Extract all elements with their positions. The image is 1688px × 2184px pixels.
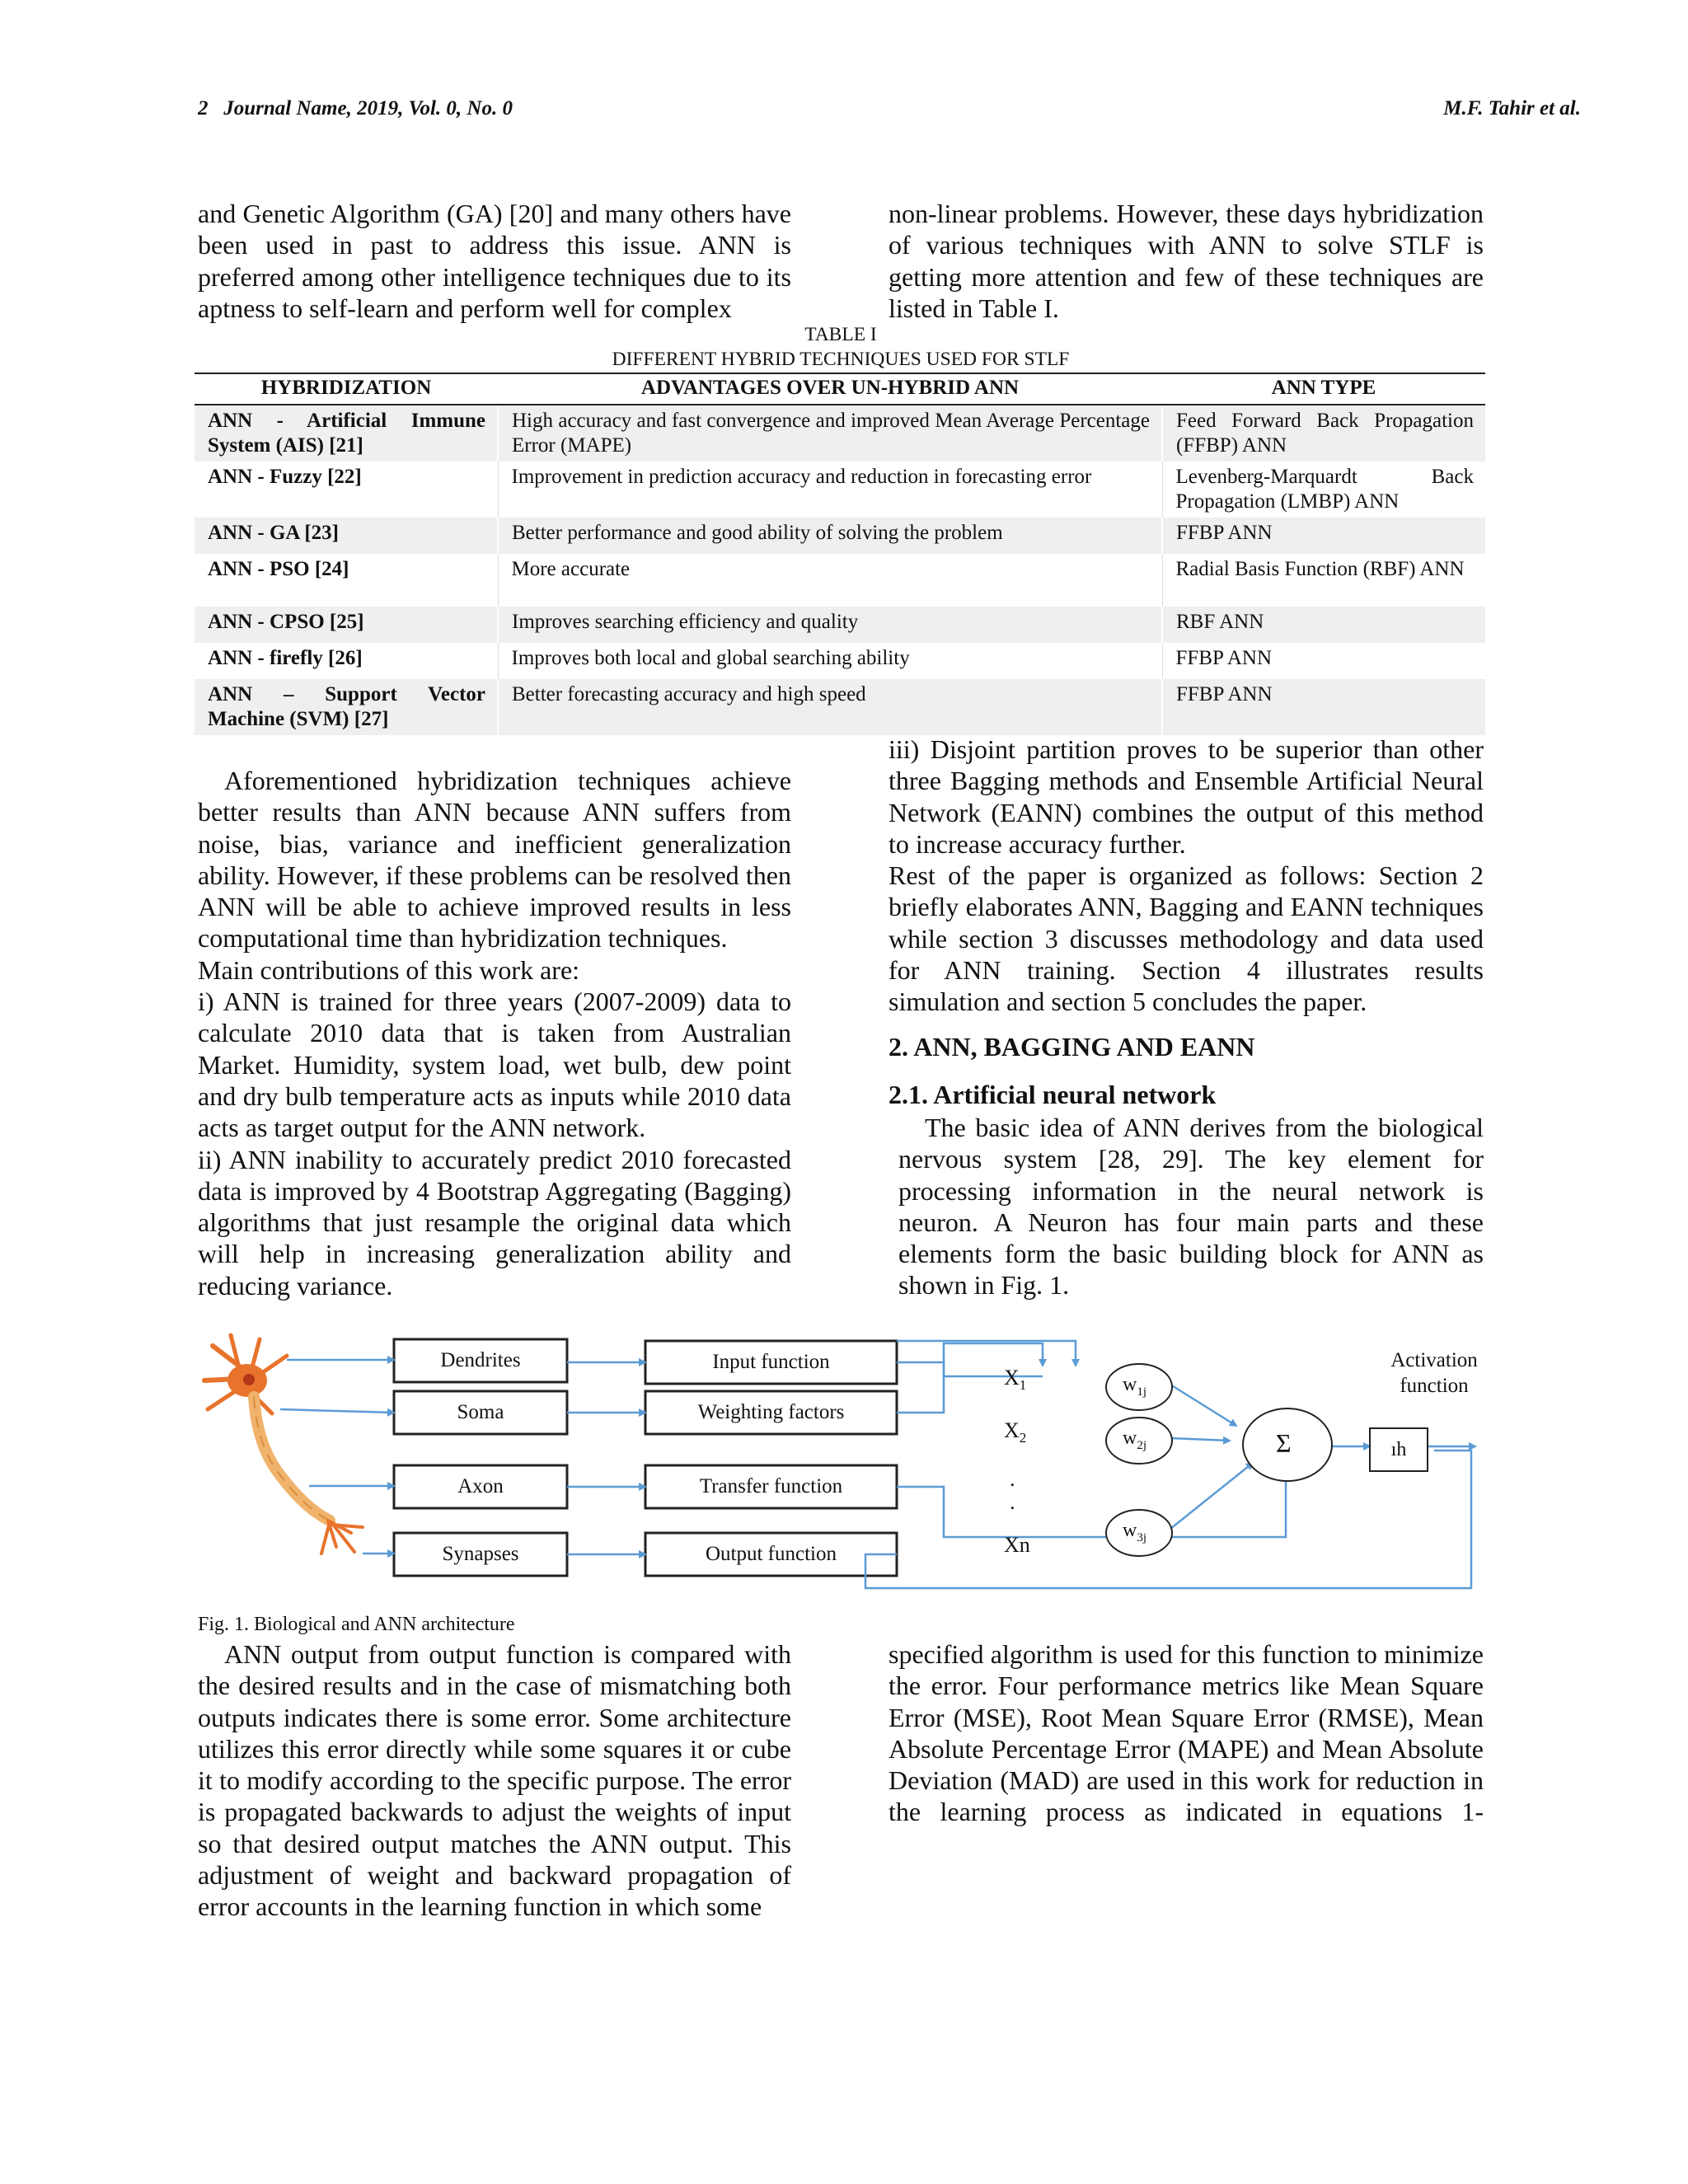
table-row: [195, 462, 1485, 518]
cell-ann-type: Levenberg-Marquardt Back Propagation (LMBP) ANN: [1162, 462, 1485, 518]
paragraph-contribution-3: iii) Disjoint partition proves to be superior than other three Bagging methods and Ensemble Artificial Neural Network (EANN) combines the output of this method to increase accuracy further.: [889, 734, 1484, 859]
label-weighting-factors: Weighting factors: [697, 1401, 845, 1423]
paragraph-performance-metrics: specified algorithm is used for this function to minimize the error. Four performance metrics like Mean Square Error (MSE), Root Mean Square Error (RMSE), Mean Absolute Percentage Error (MAPE) and Mean Absolute Deviation (MAD) are used in this work for reduction in the learning process as indicated in equations 1-: [889, 1639, 1484, 1827]
table-label: TABLE I: [804, 324, 877, 345]
cell-advantages: High accuracy and fast convergence and improved Mean Average Percentage Error (MAPE): [498, 405, 1162, 462]
section-heading: 2. ANN, BAGGING AND EANN: [889, 1032, 1255, 1062]
cell-hybridization: ANN - GA [23]: [195, 518, 498, 554]
cell-hybridization: ANN - CPSO [25]: [195, 607, 498, 643]
paragraph-organization: Rest of the paper is organized as follows: Section 2 briefly elaborates ANN, Bagging and EANN techniques while section 3 discusses methodology and data used for ANN training. Section 4 illustrates results simulation and section 5 concludes the paper.: [889, 860, 1484, 1017]
running-header-authors: M.F. Tahir et al.: [1443, 97, 1581, 120]
table-row: [195, 679, 1485, 735]
bottom-right-paragraph: [889, 1638, 1484, 1828]
cell-ann-type: FFBP ANN: [1162, 679, 1485, 735]
label-input-function: Input function: [712, 1351, 830, 1373]
weight-w1j-symbol: w: [1123, 1374, 1137, 1395]
table-row: [195, 643, 1485, 679]
cell-ann-type: RBF ANN: [1162, 607, 1485, 643]
weight-w1j-sub: 1j: [1137, 1385, 1147, 1399]
paragraph-ann-basics: The basic idea of ANN derives from the biological nervous system [28, 29]. The key element for processing information in the neural network is neuron. A Neuron has four main parts and these elements form the basic building block for ANN as shown in Fig. 1.: [898, 1113, 1484, 1301]
label-soma: Soma: [457, 1401, 504, 1423]
sigma-icon: Σ: [1276, 1428, 1292, 1458]
left-column-body: [198, 765, 791, 1301]
page-number: 2: [198, 97, 209, 120]
input-xn: Xn: [1004, 1533, 1030, 1557]
ellipsis-dot-2: .: [1010, 1490, 1015, 1514]
input-x2-sub: 2: [1019, 1430, 1027, 1446]
running-header-left: [198, 97, 513, 120]
cell-hybridization: ANN - PSO [24]: [208, 558, 349, 580]
intro-right-text: non-linear problems. However, these days hybridization of various techniques with ANN to solve STLF is getting more attention and few of these techniques are listed in Table I.: [889, 199, 1484, 323]
ann-intro-paragraph: [898, 1112, 1484, 1301]
activation-label-line-2: function: [1400, 1375, 1469, 1397]
cell-ann-type: Feed Forward Back Propagation (FFBP) ANN: [1162, 405, 1485, 462]
activation-label-line-1: Activation: [1390, 1349, 1478, 1371]
weight-w3j: [1123, 1520, 1146, 1545]
cell-ann-type: FFBP ANN: [1162, 518, 1485, 554]
activation-function-label: [1352, 1347, 1517, 1399]
cell-advantages: Improves searching efficiency and quality: [498, 607, 1162, 643]
cell-advantages: More accurate: [498, 554, 1162, 607]
paragraph-contributions-intro: Main contributions of this work are:: [198, 954, 580, 985]
col-header-hybridization: HYBRIDIZATION: [195, 374, 498, 405]
subsection-heading: 2.1. Artificial neural network: [889, 1080, 1217, 1109]
label-synapses: Synapses: [442, 1543, 519, 1565]
weight-w1j: [1123, 1374, 1146, 1399]
weight-w2j: [1123, 1427, 1146, 1453]
paragraph-error-propagation: ANN output from output function is compared with the desired results and in the case of mismatching both outputs indicates there is some error. Some architecture utilizes this error directly while some squares it or cube it to modify according to the specific purpose. The error is propagated backwards to adjust the weights of input so that desired output matches the ANN output. This adjustment of weight and backward propagation of error accounts in the learning function in which some: [198, 1639, 791, 1922]
weight-w2j-symbol: w: [1123, 1427, 1137, 1449]
table-row: [195, 518, 1485, 554]
right-column-body: [889, 733, 1484, 1018]
cell-advantages: Improvement in prediction accuracy and reduction in forecasting error: [498, 462, 1162, 518]
cell-advantages: Better performance and good ability of solving the problem: [498, 518, 1162, 554]
intro-right-paragraph: [889, 198, 1484, 324]
table-row: [195, 405, 1485, 462]
label-transfer-function: Transfer function: [699, 1475, 843, 1497]
cell-ann-type: Radial Basis Function (RBF) ANN: [1162, 554, 1485, 607]
input-x1-symbol: X: [1004, 1366, 1020, 1390]
cell-ann-type: FFBP ANN: [1162, 643, 1485, 679]
weight-w3j-sub: 3j: [1137, 1530, 1147, 1544]
hybrid-techniques-table: [195, 374, 1485, 735]
weight-w3j-symbol: w: [1123, 1520, 1137, 1541]
cell-hybridization: ANN - firefly [26]: [208, 647, 363, 669]
cell-advantages: Improves both local and global searching ability: [498, 643, 1162, 679]
activation-symbol: ıh: [1390, 1438, 1407, 1460]
cell-advantages: Better forecasting accuracy and high speed: [498, 679, 1162, 735]
figure-1: [190, 1331, 1492, 1603]
table-header-row: [195, 374, 1485, 405]
journal-name: Journal Name, 2019, Vol. 0, No. 0: [223, 97, 513, 120]
col-header-advantages: ADVANTAGES OVER UN-HYBRID ANN: [498, 374, 1162, 405]
col-header-ann-type: ANN TYPE: [1162, 374, 1485, 405]
neuron-illustration: [204, 1335, 363, 1554]
input-x1: [1004, 1366, 1026, 1394]
input-x1-sub: 1: [1019, 1377, 1027, 1394]
table-row: [195, 554, 1485, 607]
intro-left-paragraph: [198, 198, 791, 324]
label-dendrites: Dendrites: [440, 1349, 521, 1371]
input-x2-symbol: X: [1004, 1418, 1020, 1442]
ellipsis-dot-1: .: [1010, 1467, 1015, 1491]
label-axon: Axon: [457, 1475, 504, 1497]
label-output-function: Output function: [705, 1543, 837, 1565]
bottom-left-paragraph: [198, 1638, 791, 1923]
cell-hybridization: ANN - Fuzzy [22]: [208, 466, 362, 488]
intro-left-text: and Genetic Algorithm (GA) [20] and many others have been used in past to address this issue. ANN is preferred among other intelligence techniques due to its aptness to self-learn and perform well for complex: [198, 199, 791, 323]
paragraph-hybridization-results: Aforementioned hybridization techniques achieve better results than ANN because ANN suffers from noise, bias, variance and inefficient generalization ability. However, if these problems can be resolved then ANN will be able to achieve improved results in less computational time than hybridization techniques.: [198, 766, 791, 954]
cell-hybridization: ANN – Support Vector Machine (SVM) [27]: [195, 679, 498, 735]
table-row: [195, 607, 1485, 643]
paragraph-contribution-2: ii) ANN inability to accurately predict 2010 forecasted data is improved by 4 Bootstrap Aggregating (Bagging) algorithms that just resample the original data which will help in increasing generalization ability and reducing variance.: [198, 1144, 791, 1301]
paragraph-contribution-1: i) ANN is trained for three years (2007-2009) data to calculate 2010 data that is taken from Australian Market. Humidity, system load, wet bulb, dew point and dry bulb temperature acts as inputs while 2010 data acts as target output for the ANN network.: [198, 987, 791, 1143]
cell-hybridization: ANN - Artificial Immune System (AIS) [21]: [195, 405, 498, 462]
weight-w2j-sub: 2j: [1137, 1438, 1147, 1452]
figure-caption: Fig. 1. Biological and ANN architecture: [198, 1614, 515, 1635]
input-x2: [1004, 1418, 1026, 1446]
table-title: DIFFERENT HYBRID TECHNIQUES USED FOR STLF: [612, 349, 1070, 370]
